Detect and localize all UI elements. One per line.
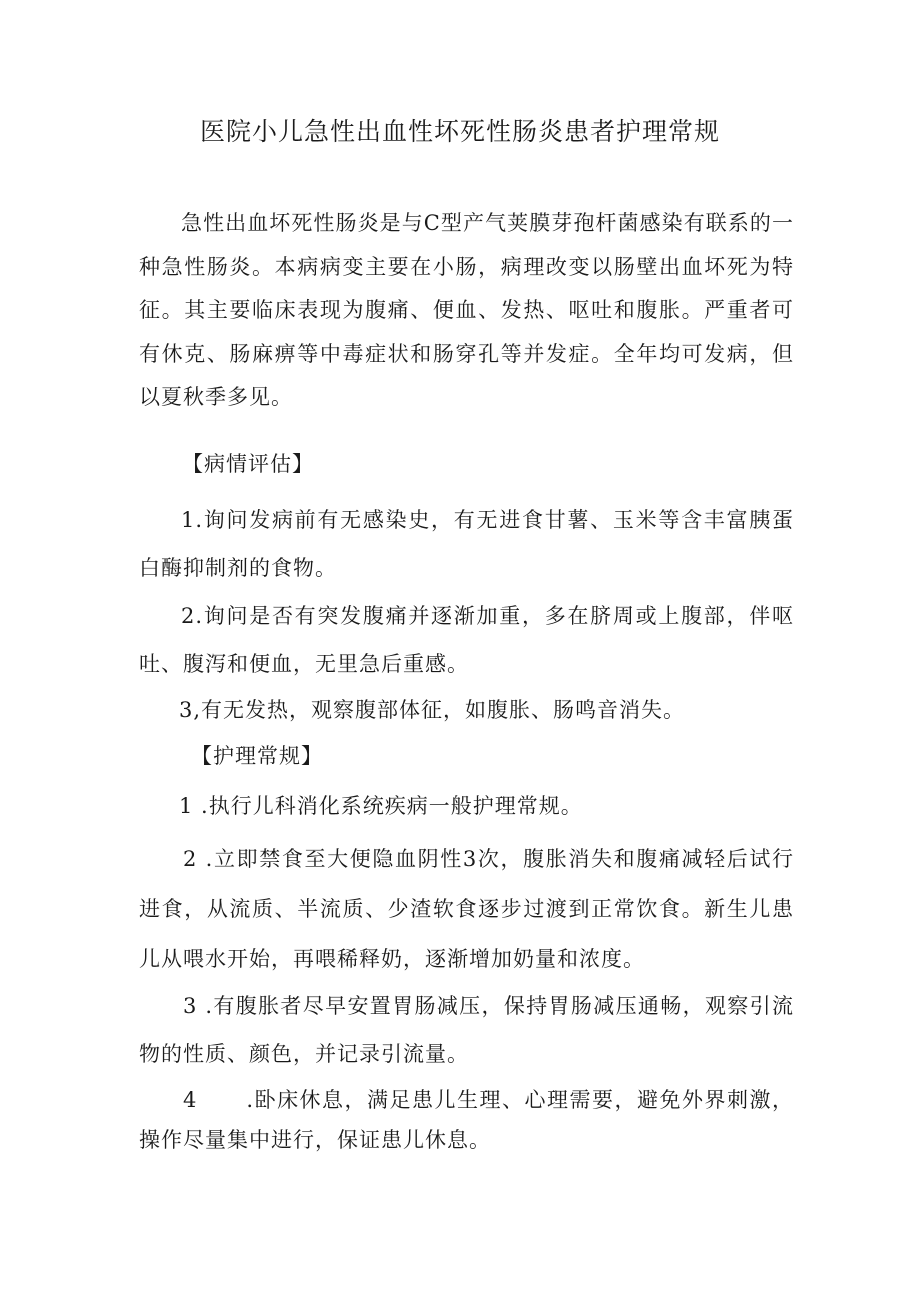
section-heading-care: 【护理常规】 bbox=[191, 744, 323, 768]
care-item-3: 3 .有腹胀者尽早安置胃肠减压，保持胃肠减压通畅，观察引流物的性质、颜色，并记录引流量。 bbox=[139, 994, 794, 1066]
assessment-item-3: 3,有无发热，观察腹部体征，如腹胀、肠鸣音消失。 bbox=[179, 698, 686, 722]
assessment-item-2: 2.询问是否有突发腹痛并逐渐加重，多在脐周或上腹部，伴呕吐、腹泻和便血，无里急后重感。 bbox=[139, 604, 794, 676]
care-item-4: 4 .卧床休息，满足患儿生理、心理需要，避免外界刺激，操作尽量集中进行，保证患儿休息。 bbox=[139, 1088, 794, 1152]
document-title: 医院小儿急性出血性坏死性肠炎患者护理常规 bbox=[199, 117, 720, 146]
assessment-item-1: 1.询问发病前有无感染史，有无进食甘薯、玉米等含丰富胰蛋白酶抑制剂的食物。 bbox=[139, 508, 794, 580]
care-item-1: 1 .执行儿科消化系统疾病一般护理常规。 bbox=[179, 794, 583, 818]
intro-paragraph: 急性出血坏死性肠炎是与C型产气荚膜芽孢杆菌感染有联系的一种急性肠炎。本病病变主要在小肠，病理改变以肠壁出血坏死为特征。其主要临床表现为腹痛、便血、发热、呕吐和腹胀。严重者可有休克、肠麻痹等中毒症状和肠穿孔等并发症。全年均可发病，但以夏秋季多见。 bbox=[139, 211, 794, 409]
care-item-2: 2 .立即禁食至大便隐血阴性3次，腹胀消失和腹痛减轻后试行进食，从流质、半流质、少渣软食逐步过渡到正常饮食。新生儿患儿从喂水开始，再喂稀释奶，逐渐增加奶量和浓度。 bbox=[139, 847, 794, 971]
section-heading-assessment: 【病情评估】 bbox=[182, 452, 314, 476]
